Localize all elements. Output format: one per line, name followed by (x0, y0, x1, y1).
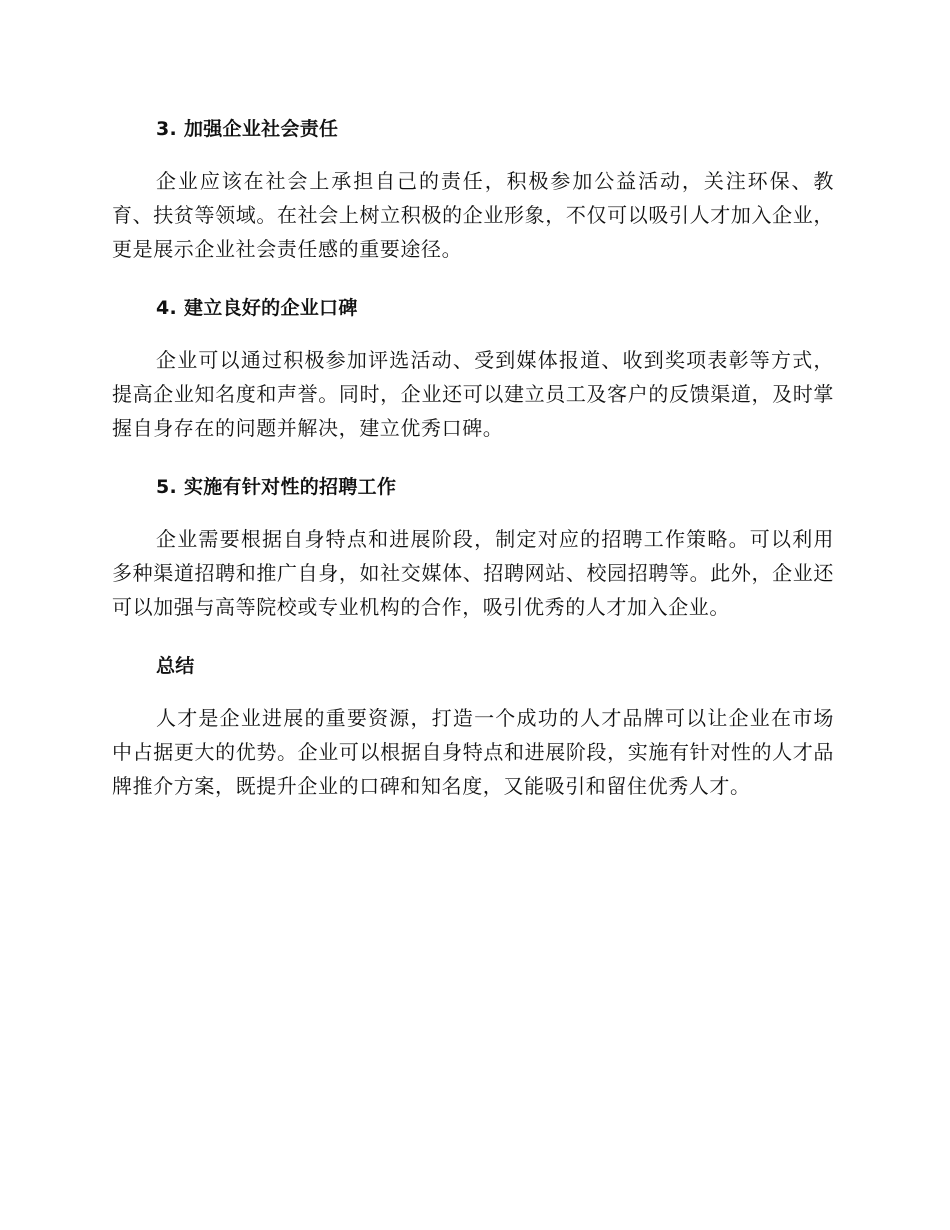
section-heading-csr: 3. 加强企业社会责任 (156, 118, 339, 140)
document-body (112, 112, 834, 828)
section-heading-recruitment: 5. 实施有针对性的招聘工作 (156, 476, 397, 498)
section-paragraph-recruitment: 企业需要根据自身特点和进展阶段，制定对应的招聘工作策略。可以利用多种渠道招聘和推广自身，如社交媒体、招聘网站、校园招聘等。此外，企业还可以加强与高等院校或专业机构的合作，吸引优秀的人才加入企业。 (112, 527, 834, 619)
section-heading-reputation: 4. 建立良好的企业口碑 (156, 297, 358, 319)
section-paragraph-csr: 企业应该在社会上承担自己的责任，积极参加公益活动，关注环保、教育、扶贫等领域。在社会上树立积极的企业形象，不仅可以吸引人才加入企业，更是展示企业社会责任感的重要途径。 (112, 169, 834, 261)
section-heading-summary: 总结 (156, 655, 195, 677)
section-paragraph-reputation: 企业可以通过积极参加评选活动、受到媒体报道、收到奖项表彰等方式，提高企业知名度和声誉。同时，企业还可以建立员工及客户的反馈渠道，及时掌握自身存在的问题并解决，建立优秀口碑。 (112, 348, 834, 440)
section-paragraph-summary: 人才是企业进展的重要资源，打造一个成功的人才品牌可以让企业在市场中占据更大的优势。企业可以根据自身特点和进展阶段，实施有针对性的人才品牌推介方案，既提升企业的口碑和知名度，又能吸引和留住优秀人才。 (112, 706, 834, 798)
